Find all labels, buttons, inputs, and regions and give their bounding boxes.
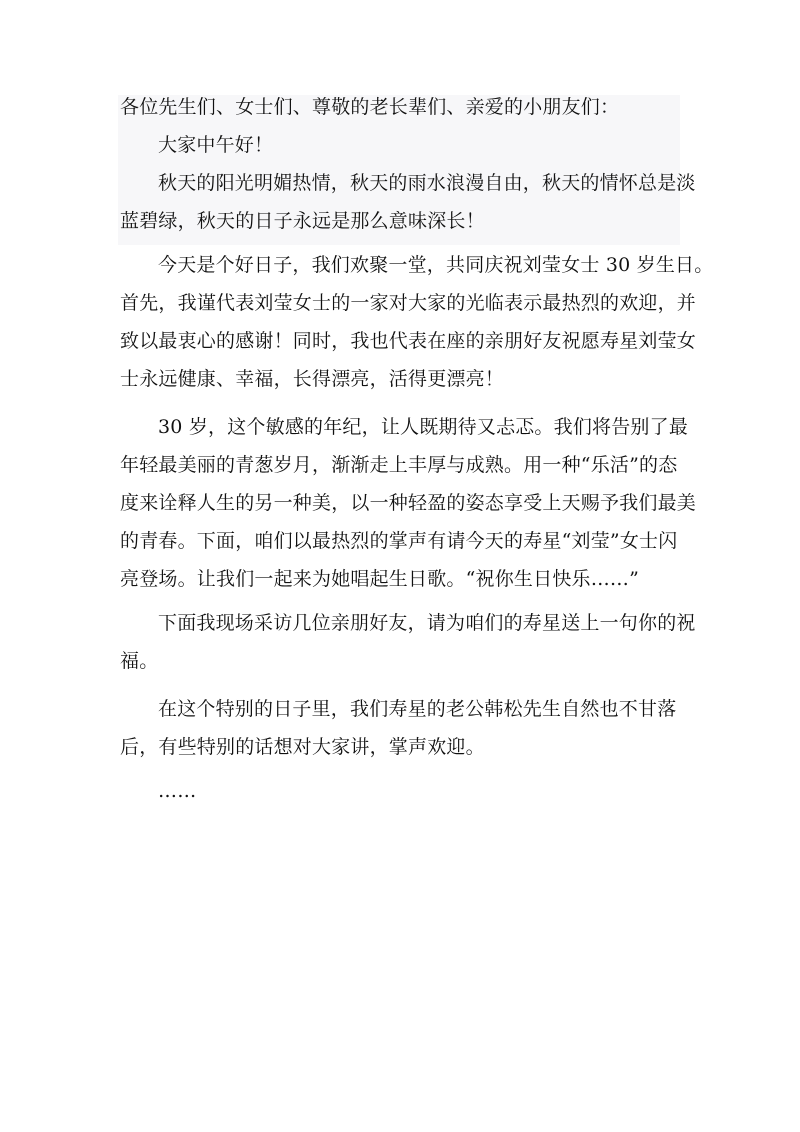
paragraph-interview [120, 604, 696, 680]
paragraph-line: 下面我现场采访几位亲朋好友，请为咱们的寿星送上一句你的祝 [158, 612, 696, 634]
paragraph-line: 的青春。下面，咱们以最热烈的掌声有请今天的寿星“刘莹”女士闪 [120, 530, 678, 552]
paragraph-line: 30 岁，这个敏感的年纪，让人既期待又忐忑。我们将告别了最 [158, 416, 689, 438]
paragraph-thirty [120, 408, 697, 598]
paragraph-line: 度来诠释人生的另一种美，以一种轻盈的姿态享受上天赐予我们最美 [120, 492, 697, 514]
paragraph-line: 年轻最美丽的青葱岁月，渐渐走上丰厚与成熟。用一种“乐活”的态 [120, 454, 678, 476]
paragraph-birthday [120, 246, 714, 398]
paragraph-line: 亮登场。让我们一起来为她唱起生日歌。“祝你生日快乐……” [120, 568, 640, 590]
paragraph-line: 首先，我谨代表刘莹女士的一家对大家的光临表示最热烈的欢迎，并 [120, 292, 697, 314]
paragraph-line: 后，有些特别的话想对大家讲，掌声欢迎。 [120, 736, 485, 758]
paragraph-autumn [120, 164, 696, 240]
ellipsis-line: …… [158, 780, 197, 802]
paragraph-line: 在这个特别的日子里，我们寿星的老公韩松先生自然也不甘落 [158, 698, 677, 720]
paragraph-husband [120, 690, 680, 766]
paragraph-line: 秋天的阳光明媚热情，秋天的雨水浪漫自由，秋天的情怀总是淡 [158, 172, 696, 194]
paragraph-line: 致以最衷心的感谢！同时，我也代表在座的亲朋好友祝愿寿星刘莹女 [120, 330, 697, 352]
speech-text [120, 88, 714, 810]
hello-line: 大家中午好！ [158, 134, 274, 156]
paragraph-line: 蓝碧绿，秋天的日子永远是那么意味深长！ [120, 210, 485, 232]
paragraph-line: 今天是个好日子，我们欢聚一堂，共同庆祝刘莹女士 30 岁生日。 [158, 254, 714, 276]
paragraph-line: 福。 [120, 650, 159, 672]
greeting-line: 各位先生们、女士们、尊敬的老长辈们、亲爱的小朋友们： [120, 96, 620, 118]
paragraph-line: 士永远健康、幸福，长得漂亮，活得更漂亮！ [120, 368, 505, 390]
